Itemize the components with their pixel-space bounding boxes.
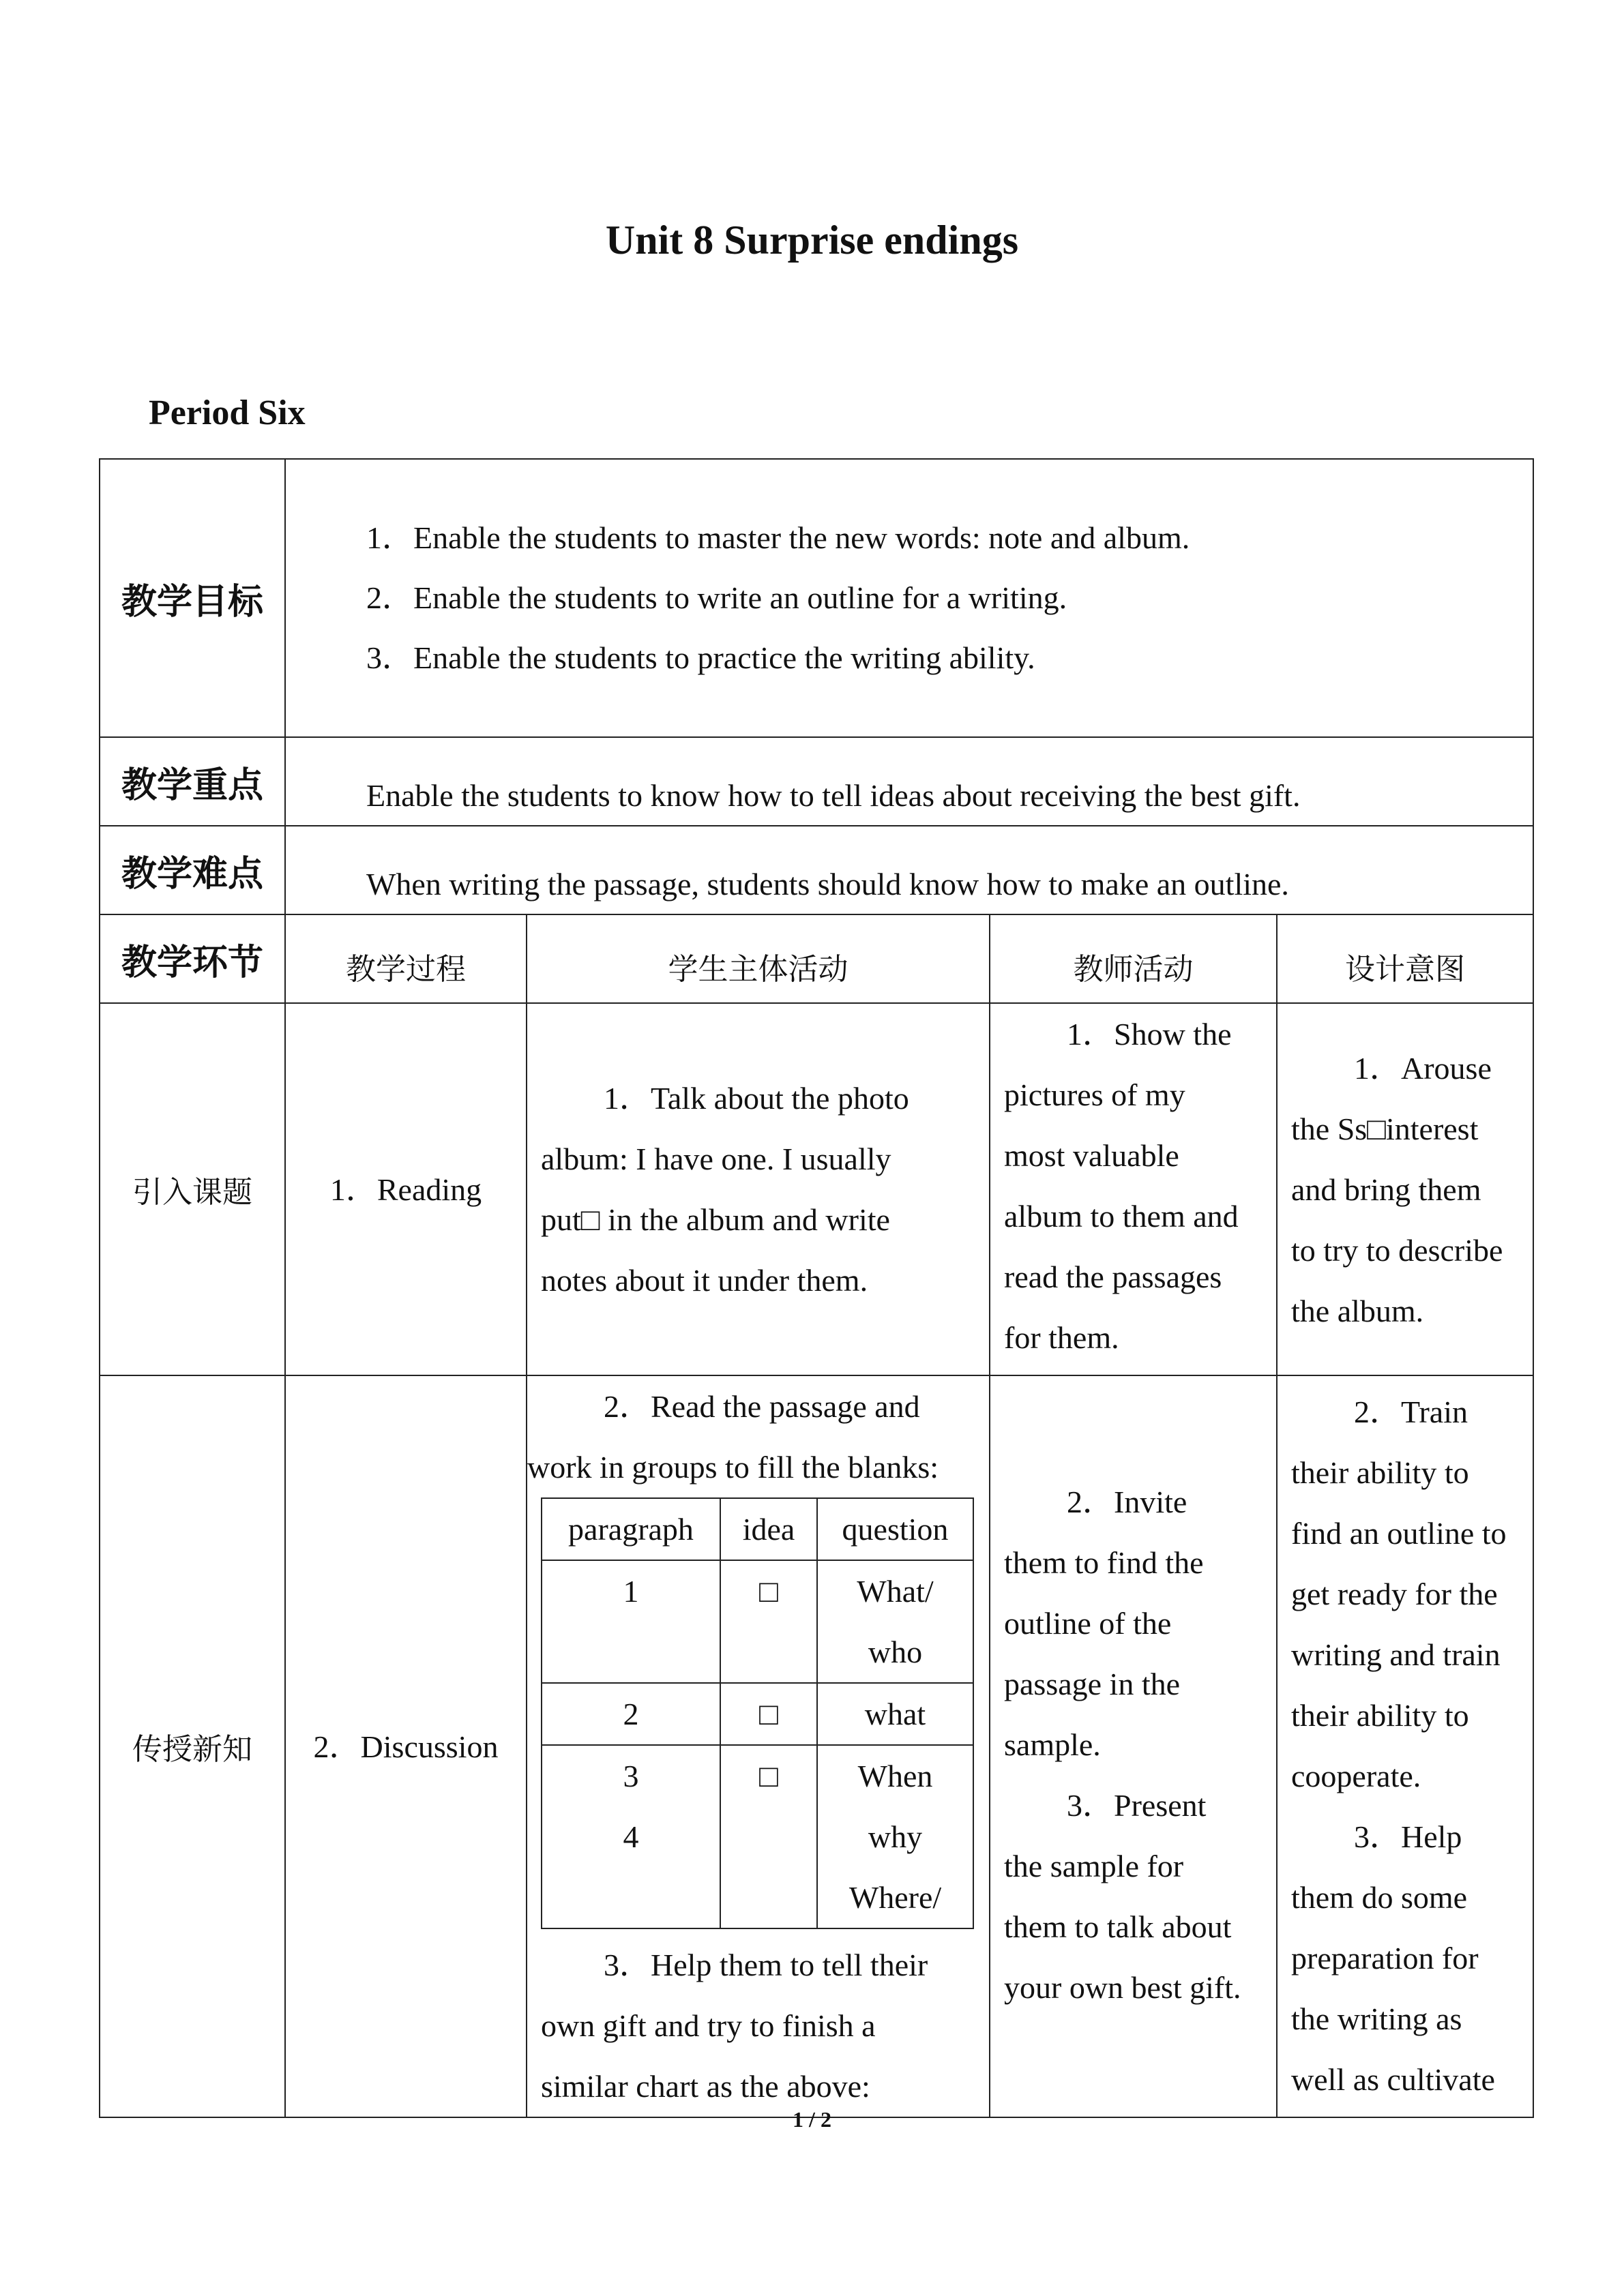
intro-teacher-activity: 1．Show the pictures of my most valuable album to them and read the passages for them.	[990, 1003, 1277, 1375]
outline-chart-row: 3 4 □ When why Where/	[542, 1745, 973, 1928]
outline-header-paragraph: paragraph	[542, 1498, 720, 1560]
objectives-label: 教学目标	[100, 459, 285, 737]
document-title: Unit 8 Surprise endings	[605, 218, 1019, 263]
outline-header-idea: idea	[720, 1498, 817, 1560]
difficulties-label: 教学难点	[100, 826, 285, 914]
new-student-activity: 2．Read the passage and work in groups to fill the blanks: paragraph idea question 1 □ What/ who 2 □ what 3 4 □ When why Where/ 3．Help them to tell their own gift and try to finish a similar chart as the above:	[527, 1375, 990, 2117]
intro-design-intent: 1．Arouse the Ss□interest and bring them to try to describe the album.	[1277, 1003, 1533, 1375]
period-heading: Period Six	[149, 393, 306, 432]
new-process: 2．Discussion	[285, 1375, 527, 2117]
key-points-text: Enable the students to know how to tell ideas about receiving the best gift.	[285, 737, 1533, 826]
intro-row	[100, 1003, 1533, 1375]
new-knowledge-row	[100, 1375, 1533, 2117]
new-design-intent: 2．Train their ability to find an outline to get ready for the writing and train their ability to cooperate. 3．Help them do some preparation for the writing as well as cultivate	[1277, 1375, 1533, 2117]
header-teacher-activity: 教师活动	[990, 914, 1277, 1003]
outline-chart-row: 2 □ what	[542, 1683, 973, 1745]
objective-item: 1．Enable the students to master the new words: note and album.	[366, 520, 1190, 555]
header-process: 教学过程	[285, 914, 527, 1003]
steps-label: 教学环节	[100, 914, 285, 1003]
key-points-row	[100, 737, 1533, 826]
lesson-plan-table	[99, 458, 1534, 2118]
difficulties-text: When writing the passage, students should know how to make an outline.	[285, 826, 1533, 914]
key-points-label: 教学重点	[100, 737, 285, 826]
new-stage: 传授新知	[100, 1375, 285, 2117]
page-number: 1 / 2	[793, 2107, 831, 2132]
objectives-content	[285, 459, 1533, 737]
intro-student-activity: 1．Talk about the photo album: I have one. I usually put□ in the album and write notes about it under them.	[527, 1003, 990, 1375]
steps-header-row	[100, 914, 1533, 1003]
header-student-activity: 学生主体活动	[527, 914, 990, 1003]
objective-item: 3．Enable the students to practice the writing ability.	[366, 640, 1035, 675]
intro-stage: 引入课题	[100, 1003, 285, 1375]
outline-chart	[541, 1497, 974, 1929]
new-teacher-activity: 2．Invite them to find the outline of the passage in the sample. 3．Present the sample for them to talk about your own best gift.	[990, 1375, 1277, 2117]
outline-chart-row: 1 □ What/ who	[542, 1560, 973, 1683]
objective-item: 2．Enable the students to write an outline for a writing.	[366, 580, 1067, 615]
outline-header-question: question	[817, 1498, 973, 1560]
outline-chart-header	[542, 1498, 973, 1560]
intro-process: 1．Reading	[285, 1003, 527, 1375]
objectives-row	[100, 459, 1533, 737]
difficulties-row	[100, 826, 1533, 914]
header-design-intent: 设计意图	[1277, 914, 1533, 1003]
